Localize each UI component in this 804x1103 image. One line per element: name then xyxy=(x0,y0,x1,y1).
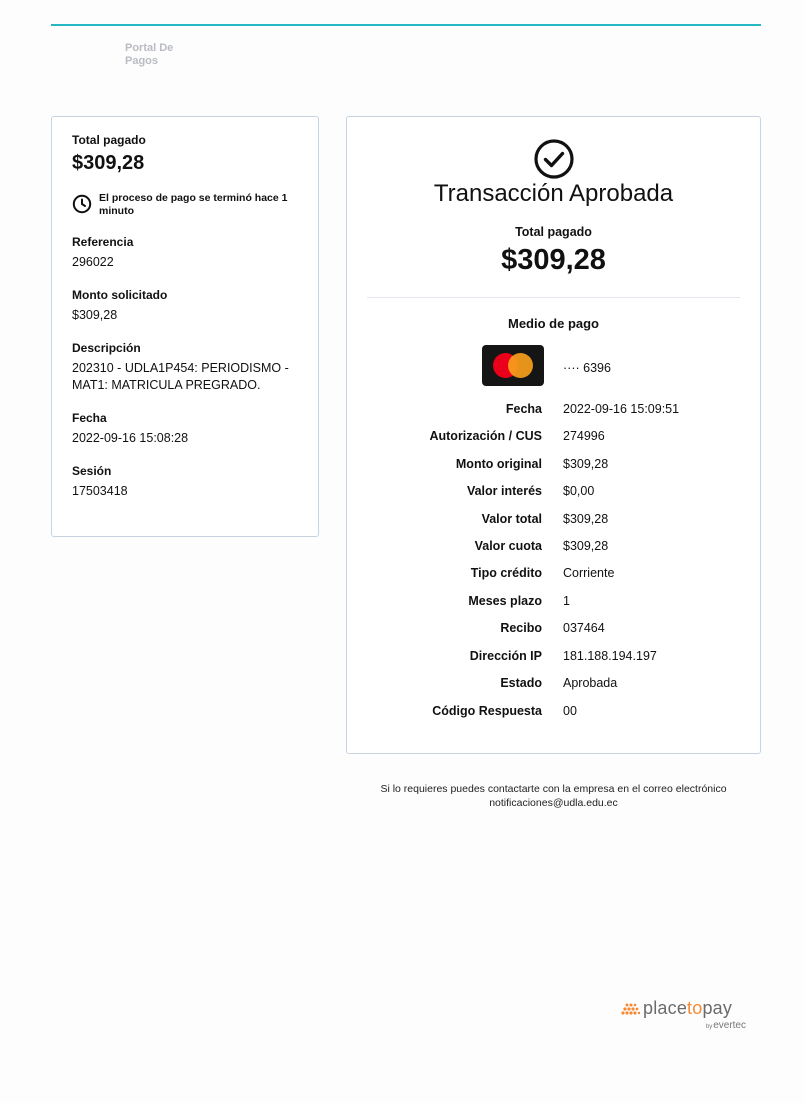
top-accent-bar xyxy=(51,24,761,26)
field-label: Monto solicitado xyxy=(72,288,168,302)
summary-total-value: $309,28 xyxy=(72,152,145,174)
payment-method-label: Medio de pago xyxy=(508,316,599,331)
summary-field-sesion xyxy=(72,464,298,500)
detail-value: $0,00 xyxy=(563,484,595,498)
detail-row-valor-interes xyxy=(347,484,760,504)
detail-value: Aprobada xyxy=(563,676,618,690)
detail-row-fecha xyxy=(347,402,760,422)
detail-row-estado xyxy=(347,676,760,696)
field-label: Fecha xyxy=(72,411,107,425)
detail-value: 037464 xyxy=(563,621,605,635)
transaction-receipt-card xyxy=(346,116,761,754)
field-label: Descripción xyxy=(72,341,141,355)
card-last-digits: ···· 6396 xyxy=(563,361,611,375)
contact-email-link[interactable]: notificaciones@udla.edu.ec xyxy=(489,797,618,809)
clock-icon xyxy=(72,194,92,214)
check-circle-icon xyxy=(533,138,575,180)
detail-label: Fecha xyxy=(505,402,542,416)
field-value: 2022-09-16 15:08:28 xyxy=(72,431,189,445)
placetopay-logo xyxy=(620,998,750,1038)
detail-value: 181.188.194.197 xyxy=(563,649,657,663)
detail-value: $309,28 xyxy=(563,457,609,471)
detail-label: Código Respuesta xyxy=(432,704,542,718)
detail-row-direccion-ip xyxy=(347,649,760,669)
detail-label: Monto original xyxy=(455,457,542,471)
detail-value: $309,28 xyxy=(563,539,609,553)
status-icon-wrap xyxy=(347,138,760,180)
field-label: Sesión xyxy=(72,464,112,478)
field-value: $309,28 xyxy=(72,308,118,322)
completion-notice xyxy=(72,192,298,218)
detail-label: Estado xyxy=(500,676,542,690)
summary-field-monto xyxy=(72,288,298,324)
payment-summary-card xyxy=(51,116,319,537)
placetopay-dots-icon xyxy=(620,1001,640,1017)
summary-total-label: Total pagado xyxy=(72,133,146,147)
portal-logo: Portal De Pagos xyxy=(125,42,174,67)
detail-label: Valor total xyxy=(481,512,542,526)
completion-notice-text: El proceso de pago se terminó hace 1 minuto xyxy=(99,192,288,217)
receipt-total-value: $309,28 xyxy=(501,244,606,276)
field-value: 17503418 xyxy=(72,484,128,498)
detail-row-autorizacion xyxy=(347,429,760,449)
detail-label: Tipo crédito xyxy=(470,566,542,580)
mastercard-logo-icon xyxy=(482,345,544,386)
detail-row-tipo-credito xyxy=(347,566,760,586)
detail-row-codigo-respuesta xyxy=(347,704,760,724)
detail-label: Autorización / CUS xyxy=(429,429,542,443)
detail-label: Valor cuota xyxy=(474,539,542,553)
contact-note-text: Si lo requieres puedes contactarte con la empresa en el correo electrónico xyxy=(380,783,727,795)
contact-note xyxy=(346,782,761,810)
detail-row-monto-original xyxy=(347,457,760,477)
detail-label: Dirección IP xyxy=(469,649,542,663)
brand-sub: byevertec xyxy=(705,1020,746,1031)
summary-field-referencia xyxy=(72,235,298,271)
field-value: 296022 xyxy=(72,255,114,269)
detail-value: 274996 xyxy=(563,429,605,443)
detail-row-meses-plazo xyxy=(347,594,760,614)
transaction-status-title: Transacción Aprobada xyxy=(433,180,674,207)
detail-value: Corriente xyxy=(563,566,615,580)
brand-name: placetopay xyxy=(643,998,733,1018)
detail-value: $309,28 xyxy=(563,512,609,526)
detail-label: Meses plazo xyxy=(468,594,542,608)
detail-value: 2022-09-16 15:09:51 xyxy=(563,402,680,416)
detail-value: 1 xyxy=(563,594,570,608)
field-label: Referencia xyxy=(72,235,134,249)
summary-field-fecha xyxy=(72,411,298,447)
receipt-total-label: Total pagado xyxy=(515,225,592,239)
detail-label: Recibo xyxy=(500,621,542,635)
divider xyxy=(367,297,740,298)
field-value: 202310 - UDLA1P454: PERIODISMO - MAT1: MATRICULA PREGRADO. xyxy=(72,361,289,392)
summary-field-descripcion xyxy=(72,341,298,394)
detail-row-recibo xyxy=(347,621,760,641)
detail-label: Valor interés xyxy=(466,484,542,498)
detail-row-valor-cuota xyxy=(347,539,760,559)
detail-value: 00 xyxy=(563,704,577,718)
detail-row-valor-total xyxy=(347,512,760,532)
